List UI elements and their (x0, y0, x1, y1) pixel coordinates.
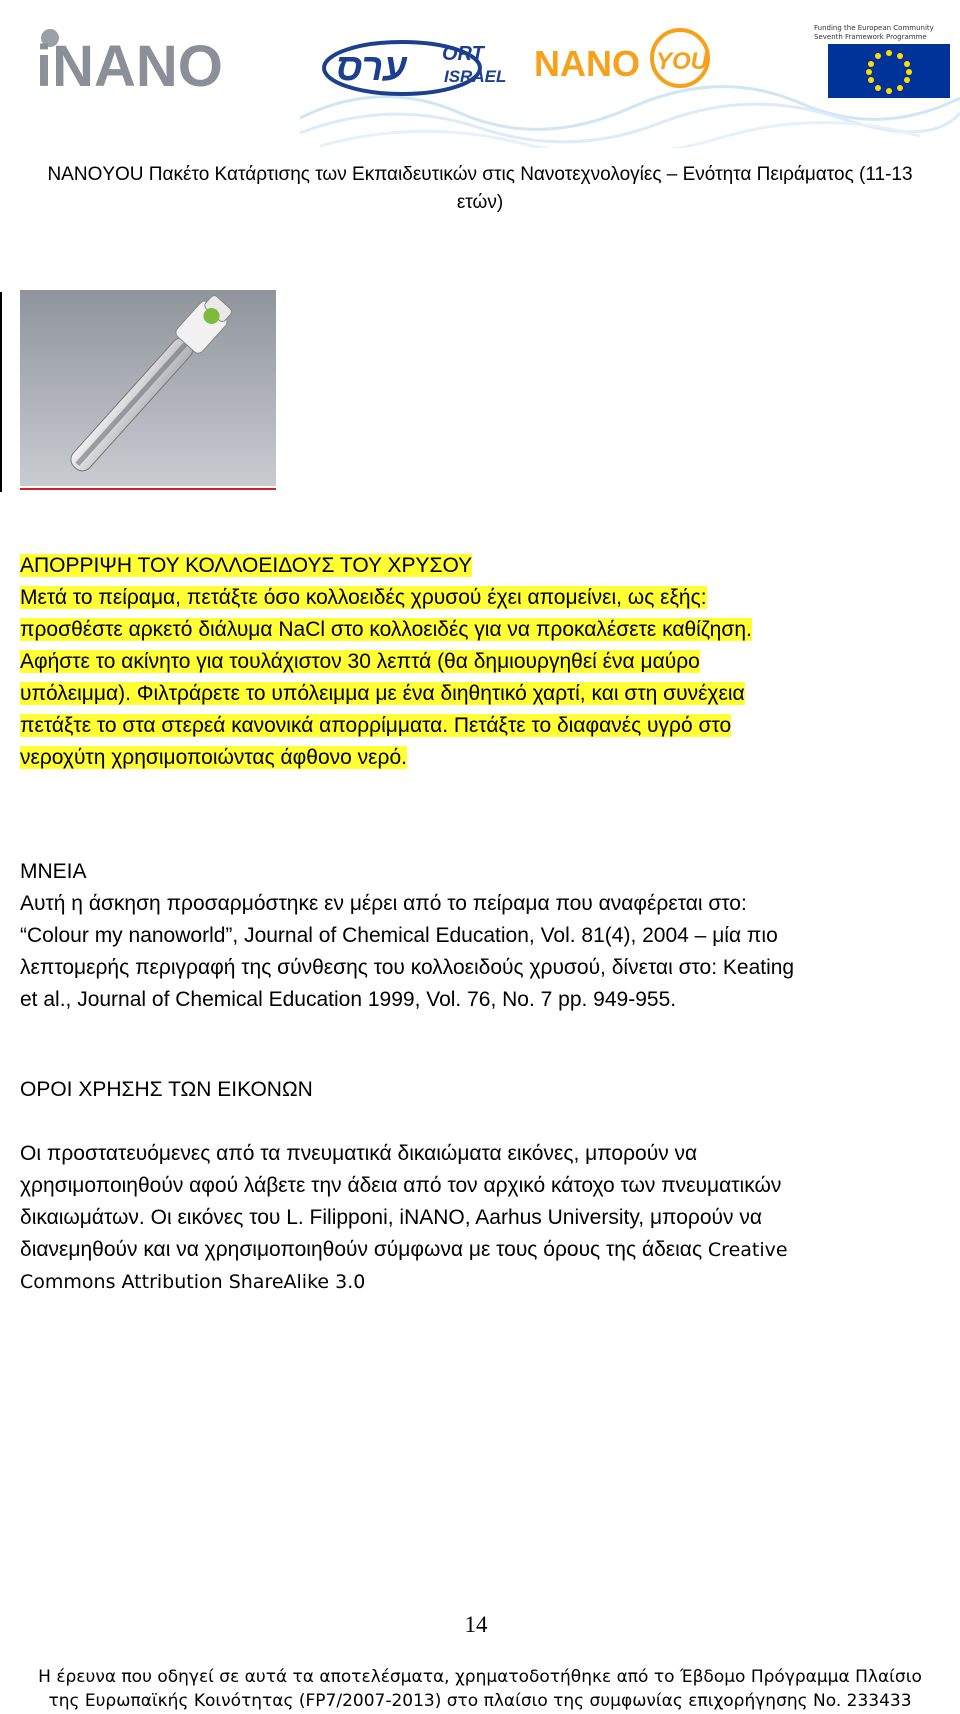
license-name-part-1: Creative (707, 1239, 788, 1261)
eu-flag-logo (810, 20, 958, 100)
terms-section (20, 1138, 940, 1298)
page-number: 14 (464, 1612, 488, 1637)
terms-heading: ΟΡΟΙ ΧΡΗΣΗΣ ΤΩΝ ΕΙΚΟΝΩΝ (20, 1078, 313, 1101)
svg-text:Seventh Framework Programme: Seventh Framework Programme (814, 33, 927, 41)
margin-line (0, 292, 2, 492)
photo-underline (20, 488, 276, 490)
header-title-line-2: ετών) (456, 192, 504, 213)
svg-text:YOU: YOU (656, 48, 709, 75)
disposal-line: νεροχύτη χρησιμοποιώντας άφθονο νερό. (20, 746, 407, 769)
stirrer-retriever-photo (20, 290, 276, 486)
disposal-line: προσθέστε αρκετό διάλυμα NaCl στο κολλοειδές για να προκαλέσετε καθίζηση. (20, 618, 752, 641)
mention-line: “Colour my nanoworld”, Journal of Chemical Education, Vol. 81(4), 2004 – μία πιο (20, 924, 778, 947)
svg-text:ISRAEL: ISRAEL (444, 67, 507, 86)
mention-section (20, 856, 940, 1016)
mention-line: et al., Journal of Chemical Education 1999, Vol. 76, No. 7 pp. 949-955. (20, 988, 677, 1011)
mention-line: λεπτομερής περιγραφή της σύνθεσης του κολλοειδούς χρυσού, δίνεται στο: Keating (20, 956, 795, 979)
terms-line: δικαιωμάτων. Οι εικόνες του L. Filipponi, iNANO, Aarhus University, μπορούν να (20, 1206, 762, 1229)
terms-line: χρησιμοποιηθούν αφού λάβετε την άδεια από τον αρχικό κάτοχο των πνευματικών (20, 1174, 782, 1197)
disposal-line: υπόλειμμα). Φιλτράρετε το υπόλειμμα με ένα διηθητικό χαρτί, και στη συνέχεια (20, 682, 745, 705)
funding-footer (20, 1665, 940, 1713)
inano-logo-text: iNANO (36, 34, 223, 98)
mention-heading: ΜΝΕΙΑ (20, 860, 87, 883)
nanoyou-logo (530, 24, 720, 94)
header-title (20, 161, 940, 217)
svg-text:Funding the European Community: Funding the European Community (814, 24, 934, 32)
svg-text:ערס: ערס (336, 47, 407, 89)
disposal-heading: ΑΠΟΡΡΙΨΗ ΤΟΥ ΚΟΛΛΟΕΙΔΟΥΣ ΤΟΥ ΧΡΥΣΟΥ (20, 554, 473, 577)
svg-text:ORT: ORT (442, 43, 484, 65)
disposal-line: Μετά το πείραμα, πετάξτε όσο κολλοειδές χρυσού έχει απομείνει, ως εξής: (20, 586, 707, 609)
inano-logo (28, 16, 233, 98)
mention-line: Αυτή η άσκηση προσαρμόστηκε εν μέρει από το πείραμα που αναφέρεται στο: (20, 892, 747, 915)
terms-line: διανεμηθούν και να χρησιμοποιηθούν σύμφωνα με τους όρους της άδειας (20, 1238, 703, 1261)
ort-israel-logo (322, 30, 522, 102)
terms-line: Οι προστατευόμενες από τα πνευματικά δικαιώματα εικόνες, μπορούν να (20, 1142, 698, 1165)
license-name-part-2: Commons Attribution ShareAlike 3.0 (20, 1271, 366, 1293)
disposal-line: Αφήστε το ακίνητο για τουλάχιστον 30 λεπτά (θα δημιουργηθεί ένα μαύρο (20, 650, 700, 673)
header-title-line-1: NANOYOU Πακέτο Κατάρτισης των Εκπαιδευτικών στις Νανοτεχνολογίες – Ενότητα Πειράματος (11-13 (47, 164, 913, 185)
disposal-line: πετάξτε το στα στερεά κανονικά απορρίμματα. Πετάξτε το διαφανές υγρό στο (20, 714, 732, 737)
footer-line-1: Η έρευνα που οδηγεί σε αυτά τα αποτελέσματα, χρηματοδοτήθηκε από το Έβδομο Πρόγραμμα Πλαίσιο (38, 1667, 922, 1687)
disposal-section (20, 550, 940, 774)
footer-line-2: της Ευρωπαϊκής Κοινότητας (FP7/2007-2013) στο πλαίσιο της συμφωνίας επιχορήγησης No. 233433 (48, 1691, 912, 1711)
svg-text:NANO: NANO (534, 43, 640, 84)
